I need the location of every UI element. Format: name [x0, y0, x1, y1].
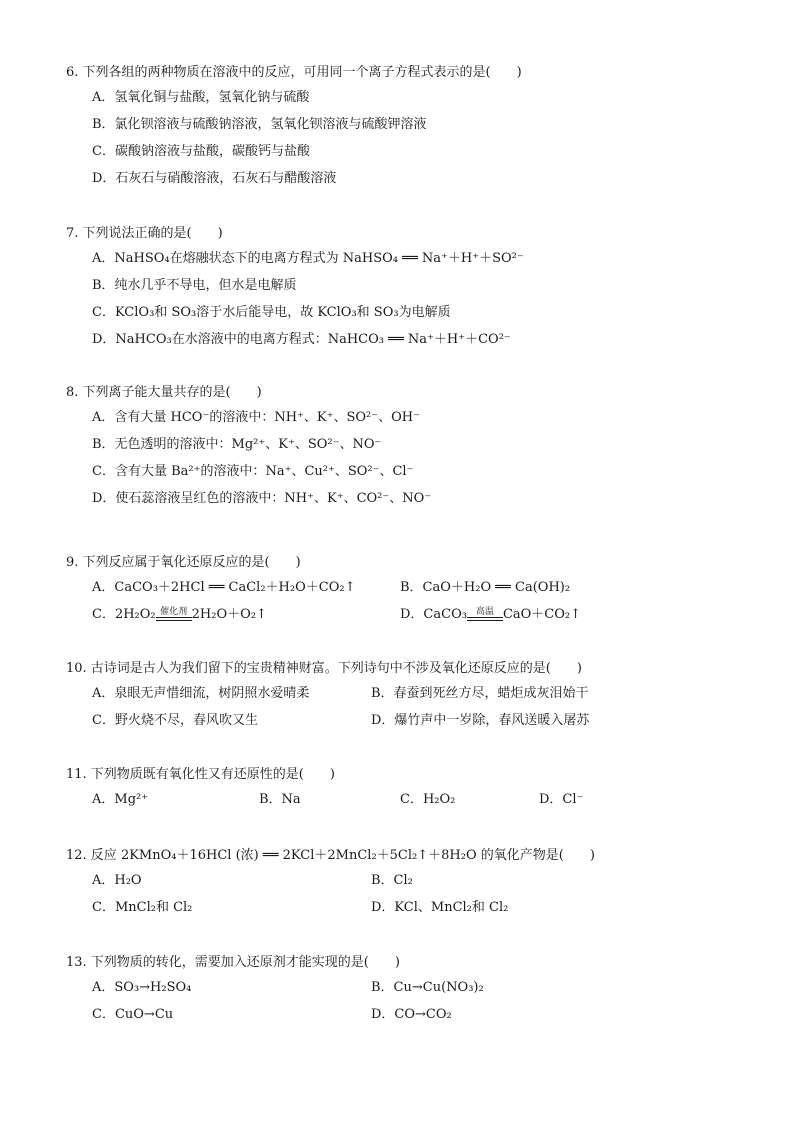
options-row-cd	[66, 894, 756, 921]
option-b: B．Cl₂	[371, 873, 413, 888]
options-row-ab	[66, 867, 756, 894]
option-d: D．使石蕊溶液呈红色的溶液中：NH⁺、K⁺、CO²⁻、NO⁻	[92, 491, 432, 506]
question-8	[66, 382, 756, 512]
option-d: D．爆竹声中一岁除，春风送暖入屠苏	[371, 713, 590, 728]
option-c: C．野火烧不尽，春风吹又生	[92, 713, 258, 728]
reaction-arrow	[156, 608, 192, 621]
option-a: A．H₂O	[92, 873, 142, 888]
option-d: D．石灰石与硝酸溶液，石灰石与醋酸溶液	[92, 171, 337, 186]
question-stem: 9. 下列反应属于氧化还原反应的是( )	[66, 555, 301, 570]
options-row	[66, 786, 756, 813]
question-13	[66, 952, 756, 1028]
question-10	[66, 658, 756, 734]
question-12	[66, 845, 756, 921]
question-stem: 7. 下列说法正确的是( )	[66, 226, 223, 241]
options-row-cd	[66, 601, 756, 628]
option-d	[400, 601, 581, 628]
option-a: A．CaCO₃＋2HCl ══ CaCl₂＋H₂O＋CO₂↑	[92, 580, 356, 595]
option-c: C．含有大量 Ba²⁺的溶液中：Na⁺、Cu²⁺、SO²⁻、Cl⁻	[92, 464, 414, 479]
option-b: B．春蚕到死丝方尽，蜡炬成灰泪始干	[371, 686, 589, 701]
question-7	[66, 223, 756, 353]
option-b: B．无色透明的溶液中：Mg²⁺、K⁺、SO²⁻、NO⁻	[92, 437, 382, 452]
option-d: D．CO→CO₂	[371, 1007, 452, 1022]
option-c: C．H₂O₂	[400, 792, 456, 807]
question-stem: 10. 古诗词是古人为我们留下的宝贵精神财富。下列诗句中不涉及氧化还原反应的是( )	[66, 661, 582, 676]
option-b: B．CaO＋H₂O ══ Ca(OH)₂	[400, 580, 571, 595]
option-a: A．NaHSO₄在熔融状态下的电离方程式为 NaHSO₄ ══ Na⁺＋H⁺＋SO²⁻	[92, 251, 524, 266]
option-a: A．泉眼无声惜细流，树阴照水爱晴柔	[92, 686, 310, 701]
options-row-ab	[66, 574, 756, 601]
reaction-arrow	[467, 608, 503, 621]
question-11	[66, 764, 756, 813]
question-stem: 6. 下列各组的两种物质在溶液中的反应，可用同一个离子方程式表示的是( )	[66, 65, 522, 80]
option-a: A．Mg²⁺	[92, 792, 149, 807]
option-b: B．Na	[259, 792, 301, 807]
double-bar-icon	[467, 617, 503, 621]
question-6	[66, 62, 756, 192]
question-9	[66, 552, 756, 628]
option-d-reactant: D．CaCO₃	[400, 607, 467, 622]
option-d-product: CaO＋CO₂↑	[502, 607, 582, 622]
option-c-product: 2H₂O＋O₂↑	[191, 607, 267, 622]
option-d: D．KCl、MnCl₂和 Cl₂	[371, 900, 509, 915]
question-stem: 11. 下列物质既有氧化性又有还原性的是( )	[66, 767, 335, 782]
option-d: D．NaHCO₃在水溶液中的电离方程式：NaHCO₃ ══ Na⁺＋H⁺＋CO²⁻	[92, 332, 511, 347]
option-c: C．CuO→Cu	[92, 1007, 174, 1022]
options-row-ab	[66, 974, 756, 1001]
option-a: A．SO₃→H₂SO₄	[92, 980, 192, 995]
option-c: C．MnCl₂和 Cl₂	[92, 900, 193, 915]
option-a: A．氢氧化铜与盐酸，氢氧化钠与硫酸	[92, 90, 310, 105]
option-c: C．KClO₃和 SO₃溶于水后能导电，故 KClO₃和 SO₃为电解质	[92, 305, 451, 320]
question-stem: 13. 下列物质的转化，需要加入还原剂才能实现的是( )	[66, 955, 400, 970]
options-row-ab	[66, 680, 756, 707]
option-c	[92, 601, 267, 628]
question-stem: 8. 下列离子能大量共存的是( )	[66, 385, 262, 400]
double-bar-icon	[156, 617, 192, 621]
options-row-cd	[66, 1001, 756, 1028]
option-d: D．Cl⁻	[539, 792, 584, 807]
options-row-cd	[66, 707, 756, 734]
option-a: A．含有大量 HCO⁻的溶液中：NH⁺、K⁺、SO²⁻、OH⁻	[92, 410, 420, 425]
option-b: B．Cu→Cu(NO₃)₂	[371, 980, 484, 995]
reaction-condition: 催化剂	[160, 607, 188, 617]
option-b: B．纯水几乎不导电，但水是电解质	[92, 278, 297, 293]
option-c-reactant: C．2H₂O₂	[92, 607, 156, 622]
question-stem: 12. 反应 2KMnO₄＋16HCl (浓) ══ 2KCl＋2MnCl₂＋5Cl₂↑＋8H₂O 的氧化产物是( )	[66, 848, 595, 863]
option-c: C．碳酸钠溶液与盐酸，碳酸钙与盐酸	[92, 144, 310, 159]
reaction-condition: 高温	[475, 607, 494, 617]
option-b: B．氯化钡溶液与硫酸钠溶液，氢氧化钡溶液与硫酸钾溶液	[92, 117, 427, 132]
